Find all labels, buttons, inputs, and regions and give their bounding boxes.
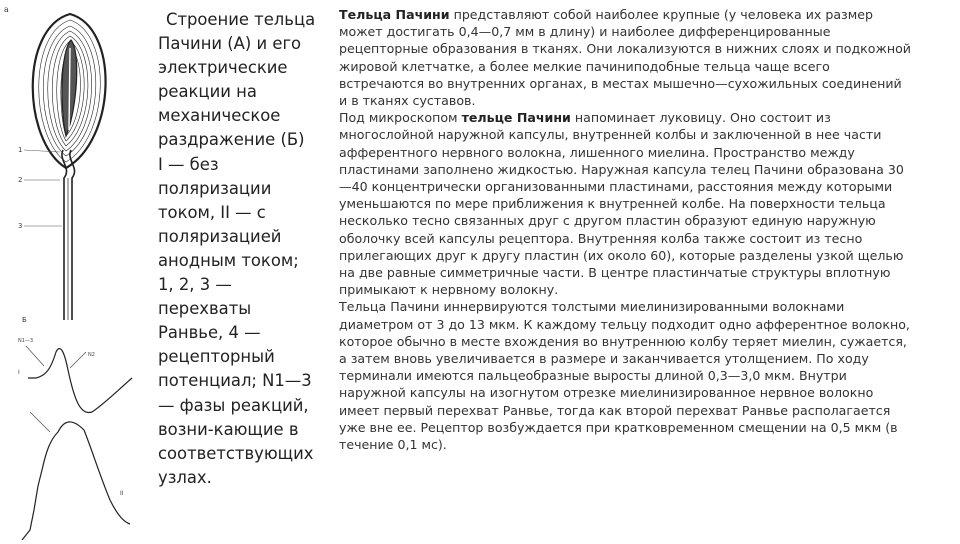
text-line: Под микроскопом: [339, 110, 462, 126]
caption-line: потенциал; N1—3: [158, 371, 312, 391]
text-line: уменьшаются по мере приближения к внутренней колбе. На поверхности тельца: [339, 196, 886, 212]
text-line: —40 концентрически организованными пластинами, расстояния между которыми: [339, 179, 893, 195]
text-line: представляют собой наиболее крупные (у человека их размер: [449, 7, 873, 22]
label-2: 2: [18, 176, 23, 184]
caption-line: 1, 2, 3 —: [158, 275, 232, 295]
text-line: многослойной наружной капсулы, внутренней колбы и заключенной в нее части: [339, 127, 882, 143]
term-pacinian-corpuscle: тельце Пачини: [461, 110, 571, 126]
text-line: уже вне ее. Рецептор возбуждается при кратковременном смещении на 0,5 мкм (в: [339, 419, 898, 435]
text-line: жировой клетчатке, а более мелкие пачиниподобные тельца чаще всего: [339, 58, 830, 74]
caption-line: Ранвье, 4 —: [158, 323, 261, 343]
text-line: Тельца Пачини иннервируются толстыми миелинизированными волокнами: [339, 299, 845, 315]
caption-line: рецепторный: [158, 347, 275, 367]
caption-line: механическое: [158, 106, 281, 126]
term-pacinian-corpuscles: Тельца Пачини: [339, 7, 450, 22]
trace-ii: [22, 422, 130, 540]
text-line: и в тканях суставов.: [339, 93, 476, 109]
caption-line: Пачини (А) и его: [158, 34, 302, 54]
caption-line: реакции на: [158, 82, 257, 102]
caption-line: I — без: [158, 154, 219, 174]
text-line: афферентного нервного волокна, лишенного миелина. Пространство между: [339, 144, 855, 160]
trace-label-ii: II: [120, 490, 124, 497]
text-line: прилегающих друг к другу пластин (их около 60), которые разделены узкой щелью: [339, 247, 904, 263]
caption-line: — фазы реакций,: [158, 395, 309, 415]
caption-line: Строение тельца: [166, 10, 316, 29]
paragraph-3: [339, 298, 955, 453]
text-line: наружной капсулы на изогнутом отрезке миелинизированное нервное волокно: [339, 385, 874, 401]
label-1: 1: [18, 146, 23, 154]
text-line: пластинами заполнено жидкостью. Наружная капсула телец Пачини образована 30: [339, 161, 904, 177]
text-line: несколько тесно связанных друг с другом пластин образуют единую наружную: [339, 213, 876, 229]
panel-a-label: а: [4, 5, 9, 14]
text-line: течение 0,1 мс).: [339, 437, 447, 453]
caption-line: током, II — с: [158, 202, 266, 222]
caption-line: электрические: [158, 58, 288, 78]
figure-drawing: [0, 0, 148, 540]
caption-line: возни-кающие в: [158, 419, 299, 439]
caption-line: перехваты: [158, 299, 252, 319]
text-line: диаметром от 3 до 13 мкм. К каждому тельцу подходит одно афферентное волокно,: [339, 316, 910, 332]
caption-line: анодным током;: [158, 250, 299, 270]
text-line: рецепторные образования в тканях. Они локализуются в нижних слоях и подкожной: [339, 41, 911, 57]
caption-line: поляризацией: [158, 226, 282, 246]
text-line: а затем вновь увеличивается в размере и заканчивается утолщением. По ходу: [339, 351, 869, 367]
pacinian-corpuscle-figure: [0, 0, 148, 540]
corpuscle-capsule: [33, 14, 106, 168]
caption-line: раздражение (Б): [158, 130, 305, 150]
trace-label-i: I: [18, 369, 20, 376]
article-body: [339, 6, 955, 453]
caption-line: поляризации: [158, 178, 272, 198]
text-line: напоминает луковицу. Оно состоит из: [570, 110, 831, 126]
caption-line: соответствующих: [158, 443, 314, 463]
trace-label-n1: N1—3: [18, 338, 34, 344]
paragraph-2: [339, 109, 955, 298]
text-line: которое обычно в месте вхождения во внутреннюю колбу теряет миелин, сужается,: [339, 333, 907, 349]
caption-line: узлах.: [158, 467, 212, 487]
text-line: может достигать 0,4—0,7 мм в длину) и наиболее дифференцированные: [339, 24, 831, 40]
text-line: на две равные симметричные части. В центре пластинчатые структуры вплотную: [339, 265, 891, 281]
figure-caption: [158, 8, 326, 490]
label-3: 3: [18, 222, 23, 230]
text-line: встречаются во внутренних органах, в местах мышечно—сухожильных соединений: [339, 75, 902, 91]
paragraph-1: [339, 6, 955, 109]
panel-b-label: Б: [22, 316, 27, 324]
text-line: примыкают к нервному волокну.: [339, 282, 559, 298]
text-line: терминали имеются пальцеобразные выросты длиной 0,3—3,0 мкм. Внутри: [339, 368, 847, 384]
text-line: оболочку всей капсулы рецептора. Внутренняя колба также состоит из тесно: [339, 230, 863, 246]
nerve-fiber: [62, 150, 75, 320]
text-line: имеет первый перехват Ранвье, тогда как второй перехват Ранвье располагается: [339, 402, 891, 418]
trace-label-n2: N2: [88, 352, 95, 358]
